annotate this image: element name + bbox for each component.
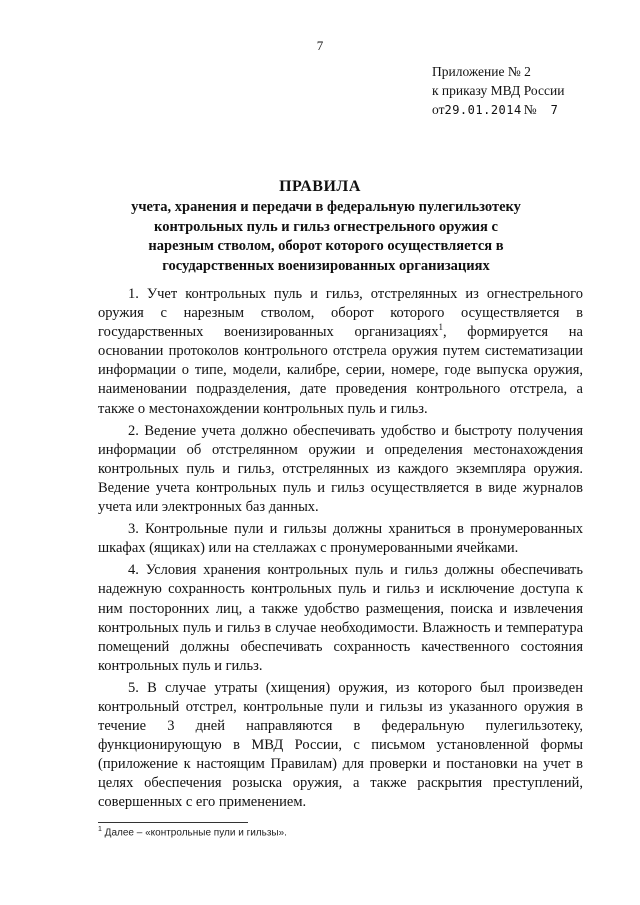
appendix-line-3	[432, 100, 564, 120]
appendix-header	[432, 62, 564, 120]
appendix-line-2: к приказу МВД России	[432, 83, 565, 98]
paragraph-2: 2. Ведение учета должно обеспечивать удобство и быстроту получения информации об отстрелянном оружии и определения местонахождения контрольных пуль и гильз, отстрелянных из каждого экземпляра оружия. Ведение учета контрольных пуль и гильз осуществляется в виде журналов учета или электронных баз данных.	[98, 422, 583, 516]
document-subtitle: учета, хранения и передачи в федеральную пулегильзотеку контрольных пуль и гильз огнестрельного оружия с нарезным стволом, оборот которого осуществляется в государственных военизированных организациях	[131, 199, 521, 274]
from-label: от	[432, 102, 445, 117]
appendix-line-1: Приложение № 2	[432, 64, 531, 79]
footnote-mark: 1	[98, 826, 102, 833]
footnote-text: Далее – «контрольные пули и гильзы».	[101, 827, 287, 839]
paragraph-5: 5. В случае утраты (хищения) оружия, из которого был произведен контрольный отстрел, контрольные пули и гильзы из указанного оружия в течение 3 дней направляются в федеральную пулегильзотеку, функционирующую в МВД России, с письмом установленной формы (приложение к настоящим Правилам) для проверки и постановки на учет в целях обеспечения розыска оружия, а также раскрытия преступлений, совершенных с его применением.	[98, 679, 583, 811]
footnote-divider	[98, 822, 248, 823]
paragraph-3: 3. Контрольные пули и гильзы должны храниться в пронумерованных шкафах (ящиках) или на стеллажах с пронумерованными ячейками.	[98, 521, 583, 557]
footnote	[98, 826, 287, 838]
footnote-ref: 1	[438, 322, 443, 333]
order-date: 29.01.2014	[444, 103, 522, 117]
paragraph-1-text-cont: , формируется на основании протоколов контрольного отстрела оружия путем систематизации информации о типе, модели, калибре, серии, номере, годе выпуска оружия, наименовании подразделения, дате проведения контрольного отстрела, а также о местонахождении контрольных пуль и гильз.	[98, 324, 583, 417]
paragraph-1-text: 1. Учет контрольных пуль и гильз, отстрелянных из огнестрельного оружия с нарезным стволом, оборот которого осуществляется в государственных военизированных организациях	[98, 286, 583, 341]
number-label: №	[523, 102, 537, 117]
paragraph-4: 4. Условия хранения контрольных пуль и гильз должны обеспечивать надежную сохранность контрольных пуль и гильз и исключение доступа к ним посторонних лиц, а также удобство размещения, поиска и извлечения контрольных пуль и гильз в случае необходимости. Влажность и температура помещений должны обеспечивать сохранность качественного состояния контрольных пуль и гильз.	[98, 562, 583, 674]
document-title: ПРАВИЛА	[279, 178, 361, 195]
order-number: 7	[550, 103, 558, 117]
page-number: 7	[316, 38, 324, 53]
document-body	[98, 285, 583, 816]
paragraph-1	[98, 285, 583, 419]
